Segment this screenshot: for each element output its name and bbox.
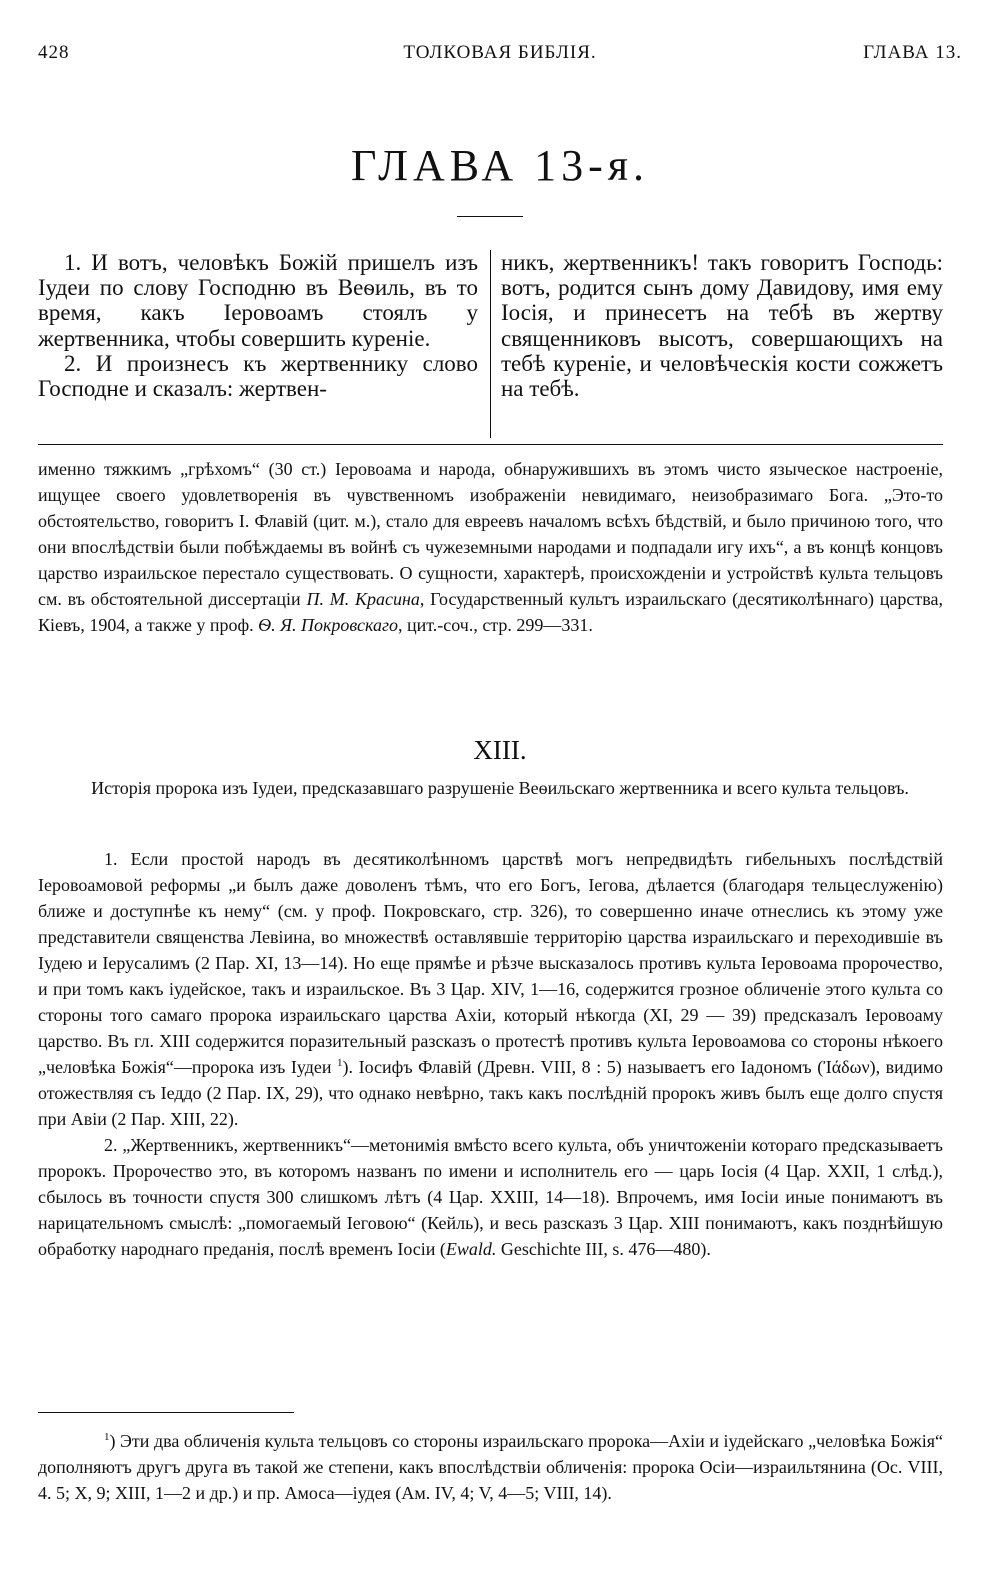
commentary-main [38, 846, 943, 1262]
verse-1: 1. И вотъ, человѣкъ Божій пришелъ изъ Іудеи по слову Господню въ Веѳиль, въ то время, какъ Іеровоамъ стоялъ у жертвенника, чтобы совершить куреніе. [38, 250, 478, 351]
author-name: Ewald. [445, 1239, 497, 1259]
footnote-body: ) Эти два обличенія культа тельцовъ со стороны израильскаго пророка—Ахіи и іудейскаго „человѣка Божія“ дополняютъ другъ друга въ такой же степени, какъ впослѣдствіи обличенія: пророка Осіи—израильтянина (Ос. VIII, 4. 5; X, 9; XIII, 1—2 и др.) и пр. Амоса—іудея (Ам. IV, 4; V, 4—5; VIII, 14). [38, 1431, 943, 1503]
verses-left-column [38, 250, 478, 401]
commentary-text: ). Іосифъ Флавій (Древн. VIII, 8 : 5) называетъ его Іадономъ (Ἰάδων), видимо отожествляя съ Іеддо (2 Пар. IX, 29), что однако невѣрно, такъ какъ послѣдній пророкъ живъ былъ еще долго спустя при Авіи (2 Пар. XIII, 22). [38, 1057, 943, 1129]
verse-2: 2. И произнесъ къ жертвеннику слово Господне и сказалъ: жертвен- [38, 350, 478, 402]
verses-divider [38, 444, 943, 445]
commentary-paragraph [38, 456, 943, 638]
commentary-text: 2. „Жертвенникъ, жертвенникъ“—метонимія вмѣсто всего культа, объ уничтоженіи котораго предсказываетъ пророкъ. Пророчество это, въ которомъ названъ по имени и исполнитель его — царь Іосія (4 Цар. XXII, 1 слѣд.), сбылось въ точности спустя 300 слишкомъ лѣтъ (4 Цар. XXIII, 14—18). Впрочемъ, имя Іосіи иные понимаютъ въ нарицательномъ смыслѣ: „помогаемый Іеговою“ (Кейль), и весь разсказъ 3 Цар. XIII понимаютъ, какъ позднѣйшую обработку народнаго преданія, послѣ временъ Іосіи ( [38, 1135, 943, 1259]
footnote [38, 1428, 943, 1506]
commentary-text: , цит.-соч., стр. 299—331. [397, 615, 593, 635]
commentary-text: именно тяжкимъ „грѣхомъ“ (30 ст.) Іеровоама и народа, обнаружившихъ въ этомъ чисто языческое настроеніе, ищущее своего удовлетворенія въ чувственномъ изображеніи невидимаго, неизобразимаго Бога. „Это-то обстоятельство, говоритъ І. Флавій (цит. м.), стало для евреевъ началомъ всѣхъ бѣдствій, и было причиною того, что они впослѣдствіи были побѣждаемы въ войнѣ съ чужеземными народами и подпадали игу ихъ“, а въ концѣ концовъ царство израильское перестало существовать. О сущности, характерѣ, происхожденіи и устройствѣ культа тельцовъ см. въ обстоятельной диссертаціи [38, 459, 943, 609]
commentary-text: 1. Если простой народъ въ десятиколѣнномъ царствѣ могъ непредвидѣть гибельныхъ послѣдствій Іеровоамовой реформы „и былъ даже доволенъ тѣмъ, что его Богъ, Іегова, дѣлается (благодаря тельцеслуженію) ближе и доступнѣе къ нему“ (см. у проф. Покровскаго, стр. 326), то совершенно иначе отнеслись къ этому уже представители священства Левіина, во множествѣ оставлявшіе территорію царства израильскаго и переходившіе въ Іудею и Іерусалимъ (2 Пар. XI, 13—14). Но еще прямѣе и рѣзче высказалось противъ культа Іеровоама пророчество, и при томъ какъ іудейское, такъ и израильское. Въ 3 Цар. XIV, 1—16, содержится грозное обличеніе этого культа со стороны того самаго пророка израильскаго царства Ахіи, который нѣкогда (XI, 29 — 39) предсказалъ Іеровоаму царство. Въ гл. XIII содержится поразительный разсказъ о протестѣ противъ культа Іеровоамова со стороны нѣкоего „человѣка Божія“—пророка изъ Іудеи [38, 849, 943, 1077]
author-name: П. М. Красина [306, 589, 420, 609]
commentary-paragraph-2 [38, 1132, 943, 1262]
footnote-ref[interactable]: 1 [337, 1057, 343, 1069]
section-heading: Исторія пророка изъ Іудеи, предсказавшаго разрушеніе Веѳильскаго жертвенника и всего культа тельцовъ. [91, 778, 909, 798]
running-header [38, 42, 962, 72]
commentary-paragraph-1 [38, 846, 943, 1132]
scripture-verses [38, 250, 943, 430]
chapter-title: ГЛАВА 13-я. [351, 141, 649, 190]
footnote-text [38, 1428, 943, 1506]
footnote-divider [38, 1412, 294, 1413]
verses-right-column [501, 250, 943, 401]
page-number: 428 [38, 42, 70, 63]
verse-2-continuation: никъ, жертвенникъ! такъ говоритъ Господь: вотъ, родится сынъ дому Давидову, имя ему Іосія, и принесетъ на тебѣ въ жертву священниковъ высотъ, совершающихъ на тебѣ куреніе, и человѣческія кости сожжетъ на тебѣ. [501, 250, 943, 402]
column-divider [490, 250, 491, 438]
section-number: XIII. [473, 735, 527, 765]
commentary-continuation [38, 456, 943, 638]
book-title: ТОЛКОВАЯ БИБЛІЯ. [403, 42, 597, 63]
commentary-text: Geschichte III, s. 476—480). [496, 1239, 711, 1259]
commentary-text: , Государственный культъ израильскаго (десятиколѣннаго) царства, Кіевъ, 1904, а также у проф. [38, 589, 943, 635]
footnote-marker: 1 [104, 1431, 110, 1443]
chapter-label: ГЛАВА 13. [863, 42, 962, 63]
title-divider [457, 216, 523, 217]
author-name: Ѳ. Я. Покровскаго [258, 615, 398, 635]
